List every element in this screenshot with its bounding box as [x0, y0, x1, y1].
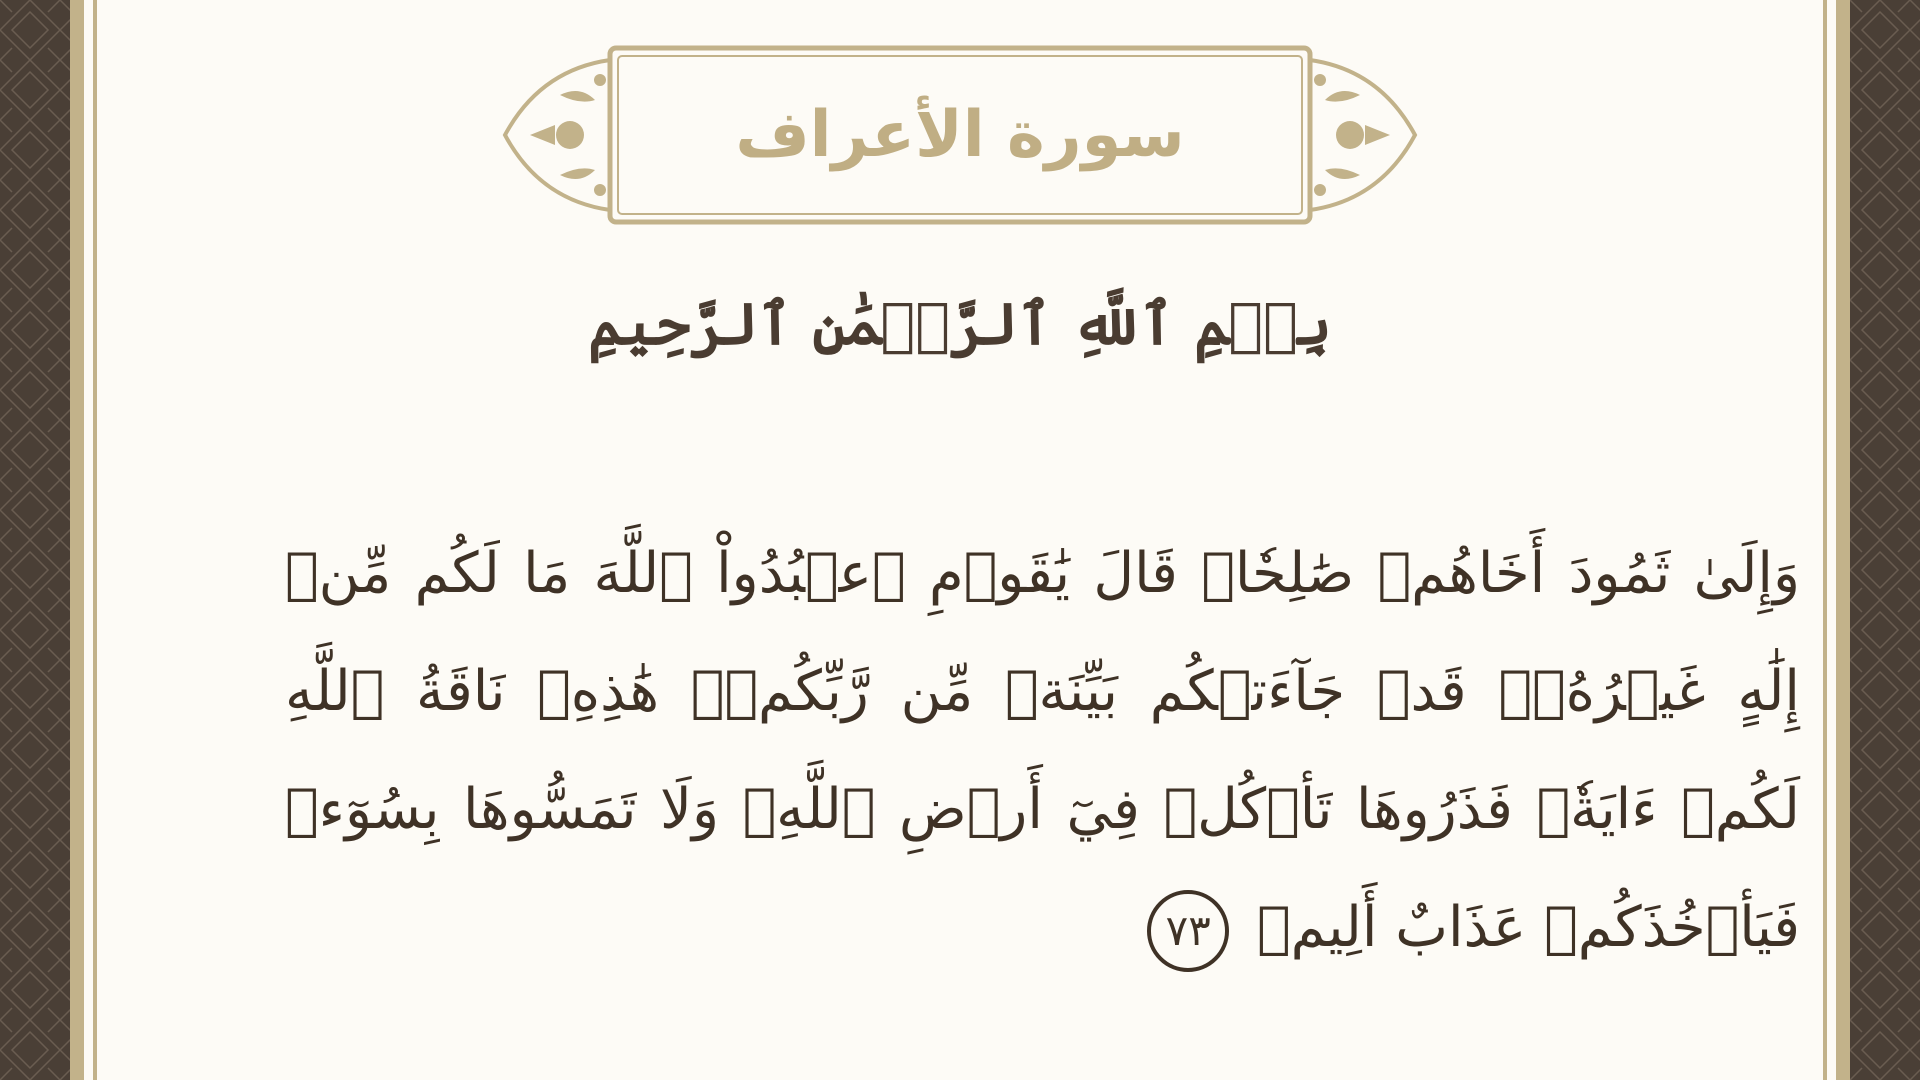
left-ornamental-border: [0, 0, 70, 1080]
right-ornamental-border: [1850, 0, 1920, 1080]
left-gold-rule: [70, 0, 84, 1080]
ayah-number: ٧٣: [1165, 905, 1211, 955]
verse-body: وَإِلَىٰ ثَمُودَ أَخَاهُمۡ صَٰلِحٗاۗ قَالَ يَٰقَوۡمِ ٱعۡبُدُواْ ٱللَّهَ مَا لَكُم مِّنۡ إِلَٰهٍ غَيۡرُهُۥۖ قَدۡ جَآءَتۡكُم بَيِّنَةٞ مِّن رَّبِّكُمۡۖ هَٰذِهِۦ نَاقَةُ ٱللَّهِ لَكُمۡ ءَايَةٗۖ فَذَرُوهَا تَأۡكُلۡ فِيٓ أَرۡضِ ٱللَّهِۖ وَلَا تَمَسُّوهَا بِسُوٓءٖ فَيَأۡخُذَكُمۡ عَذَابٌ أَلِيمٞ: [285, 541, 1800, 960]
right-gold-thin-rule: [1823, 0, 1827, 1080]
surah-header-banner: [500, 40, 1420, 230]
ayah-number-marker: [1147, 890, 1229, 972]
surah-title: سورة الأعراف: [735, 98, 1185, 172]
right-gold-rule: [1836, 0, 1850, 1080]
basmala: بِسۡمِ ٱللَّهِ ٱلرَّحۡمَٰنِ ٱلرَّحِيمِ: [588, 290, 1332, 358]
verse-text: [285, 515, 1800, 987]
